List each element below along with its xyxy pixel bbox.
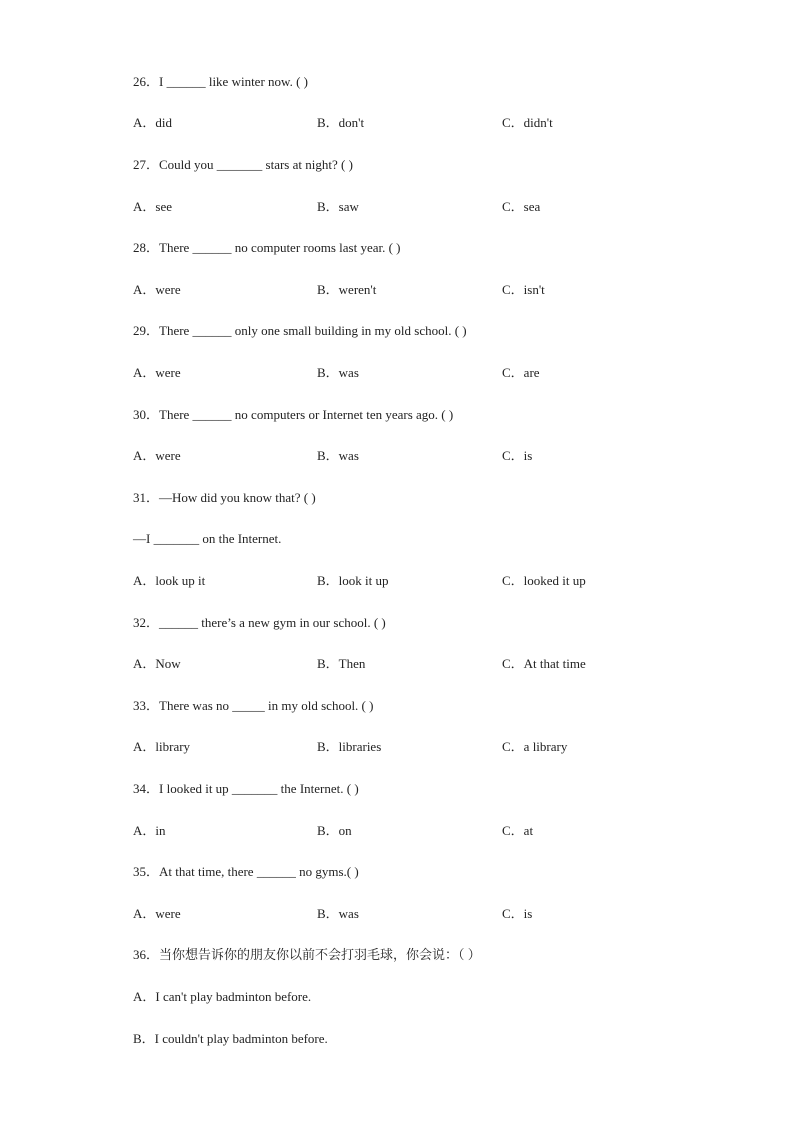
question-33-options xyxy=(133,739,693,755)
question-36-stem: 36．当你想告诉你的朋友你以前不会打羽毛球，你会说：（ ） xyxy=(133,947,481,962)
question-34-stem: 34．I looked it up _______ the Internet. ( ) xyxy=(133,781,359,796)
question-35-stem: 35．At that time, there ______ no gyms.( ) xyxy=(133,864,359,879)
question-26-stem: 26．I ______ like winter now. ( ) xyxy=(133,74,308,89)
option-a: A．were xyxy=(133,906,181,921)
option-c: C．looked it up xyxy=(502,573,586,588)
question-36-option-b: B．I couldn't play badminton before. xyxy=(133,1031,328,1046)
option-b: B．weren't xyxy=(317,282,377,297)
option-c: C．at xyxy=(502,823,534,838)
option-b: B．was xyxy=(317,906,359,921)
option-a: A．were xyxy=(133,282,181,297)
option-c: C．is xyxy=(502,906,533,921)
question-28-options xyxy=(133,282,693,298)
option-a: A．were xyxy=(133,365,181,380)
option-a: A．library xyxy=(133,739,191,754)
option-c: C．a library xyxy=(502,739,568,754)
option-b: B．was xyxy=(317,365,359,380)
option-a: A．look up it xyxy=(133,573,206,588)
option-a: A．see xyxy=(133,199,172,214)
option-c: C．are xyxy=(502,365,540,380)
option-c: C．sea xyxy=(502,199,541,214)
question-35-options xyxy=(133,906,693,922)
question-29-options xyxy=(133,365,693,381)
option-b: B．saw xyxy=(317,199,359,214)
question-28-stem: 28．There ______ no computer rooms last year. ( ) xyxy=(133,240,401,255)
question-31-reply: —I _______ on the Internet. xyxy=(133,531,282,546)
question-30-options xyxy=(133,448,693,464)
question-32-stem: 32．______ there’s a new gym in our school. ( ) xyxy=(133,615,386,630)
option-c: C．is xyxy=(502,448,533,463)
option-c: C．At that time xyxy=(502,656,586,671)
question-31-options xyxy=(133,573,693,589)
option-b: B．don't xyxy=(317,115,365,130)
option-b: B．look it up xyxy=(317,573,389,588)
option-c: C．didn't xyxy=(502,115,553,130)
option-b: B．on xyxy=(317,823,352,838)
option-c: C．isn't xyxy=(502,282,545,297)
option-b: B．Then xyxy=(317,656,366,671)
question-32-options xyxy=(133,656,693,672)
question-34-options xyxy=(133,823,693,839)
question-26-options xyxy=(133,115,693,131)
question-30-stem: 30．There ______ no computers or Internet ten years ago. ( ) xyxy=(133,407,454,422)
question-36-option-a: A．I can't play badminton before. xyxy=(133,989,312,1004)
question-33-stem: 33．There was no _____ in my old school. ( ) xyxy=(133,698,374,713)
question-27-stem: 27．Could you _______ stars at night? ( ) xyxy=(133,157,353,172)
option-b: B．libraries xyxy=(317,739,382,754)
question-31-stem: 31．—How did you know that? ( ) xyxy=(133,490,316,505)
option-a: A．Now xyxy=(133,656,181,671)
option-b: B．was xyxy=(317,448,359,463)
option-a: A．in xyxy=(133,823,166,838)
option-a: A．did xyxy=(133,115,173,130)
question-27-options xyxy=(133,199,693,215)
question-29-stem: 29．There ______ only one small building in my old school. ( ) xyxy=(133,323,467,338)
option-a: A．were xyxy=(133,448,181,463)
